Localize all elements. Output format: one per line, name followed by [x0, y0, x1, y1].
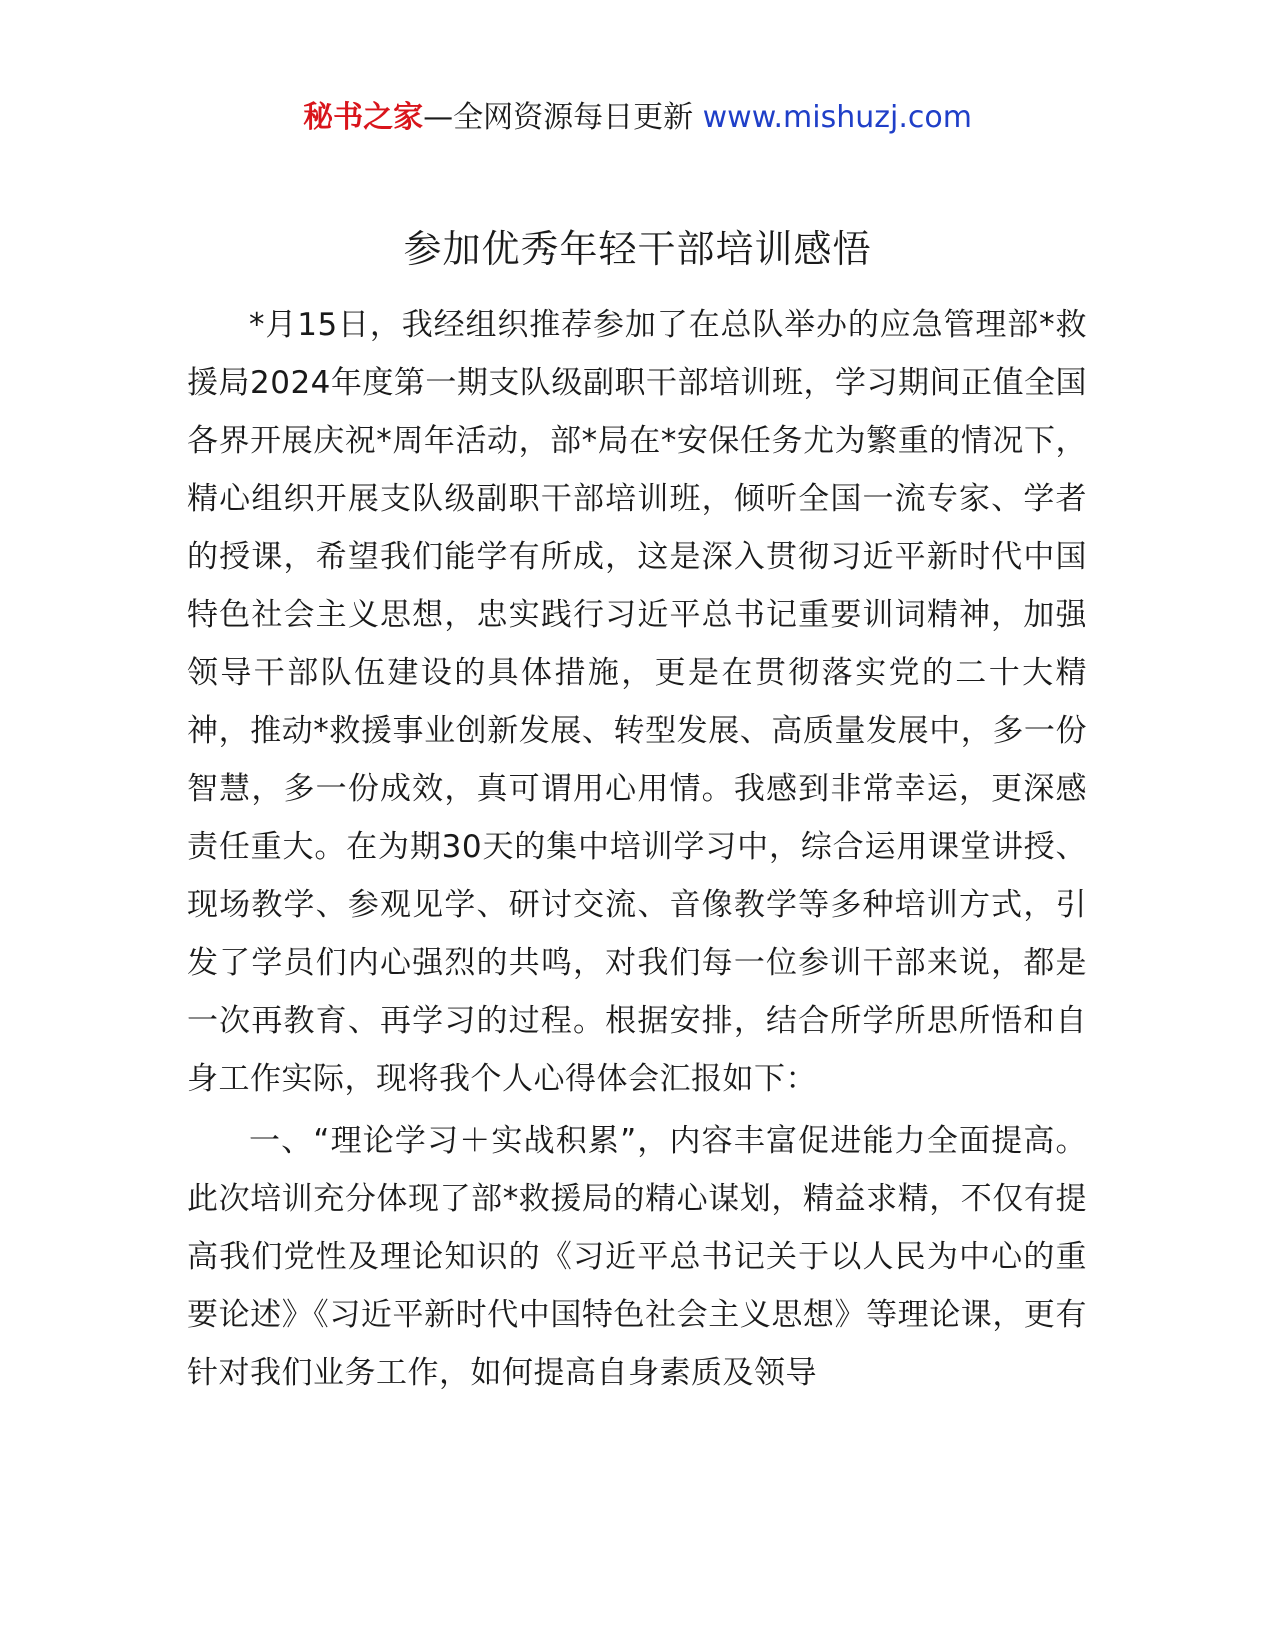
paragraph-intro: *月15日，我经组织推荐参加了在总队举办的应急管理部*救援局2024年度第一期支队级副职干部培训班，学习期间正值全国各界开展庆祝*周年活动，部*局在*安保任务尤为繁重的情况下，精心组织开展支队级副职干部培训班，倾听全国一流专家、学者的授课，希望我们能学有所成，这是深入贯彻习近平新时代中国特色社会主义思想，忠实践行习近平总书记重要训词精神，加强领导干部队伍建设的具体措施，更是在贯彻落实党的二十大精神，推动*救援事业创新发展、转型发展、高质量发展中，多一份智慧，多一份成效，真可谓用心用情。我感到非常幸运，更深感责任重大。在为期30天的集中培训学习中，综合运用课堂讲授、现场教学、参观见学、研讨交流、音像教学等多种培训方式，引发了学员们内心强烈的共鸣，对我们每一位参训干部来说，都是一次再教育、再学习的过程。根据安排，结合所学所思所悟和自身工作实际，现将我个人心得体会汇报如下：	[187, 307, 1087, 1097]
document-body	[187, 296, 1087, 1406]
paragraph-section-one: 一、“理论学习＋实战积累”，内容丰富促进能力全面提高。此次培训充分体现了部*救援局的精心谋划，精益求精，不仅有提高我们党性及理论知识的《习近平总书记关于以人民为中心的重要论述》《习近平新时代中国特色社会主义思想》等理论课，更有针对我们业务工作，如何提高自身素质及领导	[187, 1123, 1087, 1391]
header-tagline: —全网资源每日更新	[423, 100, 694, 135]
site-header	[0, 98, 1275, 138]
brand-name: 秘书之家	[303, 100, 424, 135]
site-url-link[interactable]: www.mishuzj.com	[702, 100, 972, 135]
document-title: 参加优秀年轻干部培训感悟	[403, 227, 872, 271]
